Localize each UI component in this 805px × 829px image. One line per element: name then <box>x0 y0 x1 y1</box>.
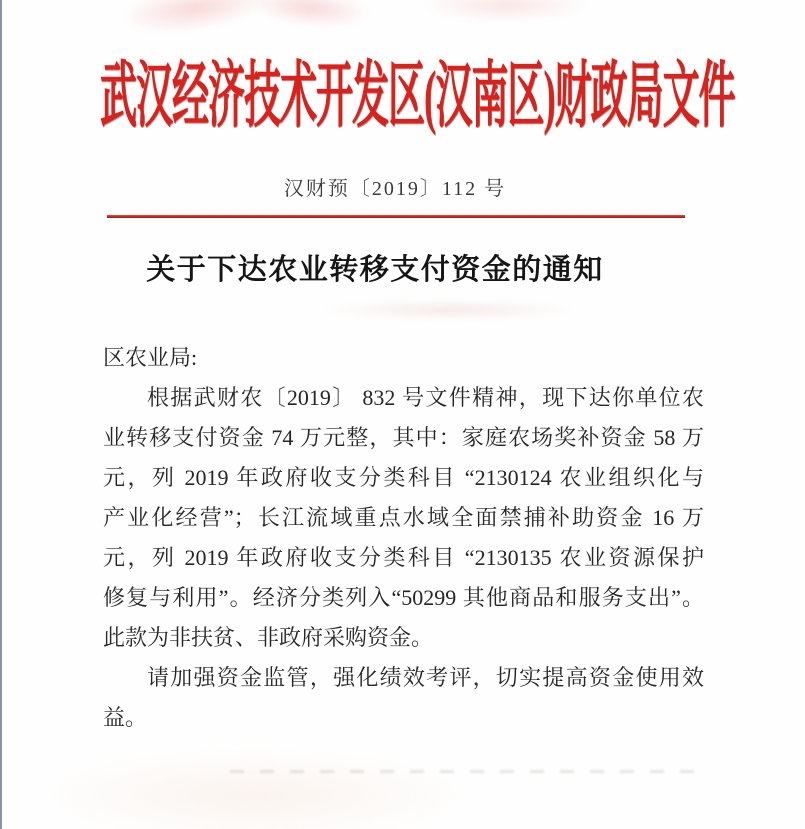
agency-letterhead-title: 武汉经济技术开发区(汉南区)财政局文件 <box>100 57 735 138</box>
body-line: 修复与利用”。经济分类列入“50299 其他商品和服务支出”。 <box>103 585 704 610</box>
body-line: 元，列 2019 年政府收支分类科目 “2130135 农业资源保护 <box>103 545 704 570</box>
stamp-remnant-artifact <box>118 0 273 40</box>
stamp-remnant-artifact <box>248 0 371 32</box>
body-line: 益。 <box>103 705 148 730</box>
body-line: 业转移支付资金 74 万元整，其中：家庭农场奖补资金 58 万 <box>103 425 704 450</box>
stamp-remnant-artifact <box>420 0 590 22</box>
body-line: 产业化经营”；长江流域重点水域全面禁捕补助资金 16 万 <box>103 505 704 530</box>
document-number: 汉财预〔2019〕112 号 <box>283 178 507 200</box>
scan-smear-artifact <box>230 770 700 773</box>
bottom-stain-artifact <box>40 750 470 829</box>
salutation: 区农业局: <box>103 345 198 370</box>
scan-edge-left <box>0 0 2 829</box>
document-body <box>103 338 704 738</box>
body-line: 此款为非扶贫、非政府采购资金。 <box>103 625 434 650</box>
document-title: 关于下达农业转移支付资金的通知 <box>146 254 604 286</box>
bleed-through-artifact <box>320 300 580 320</box>
red-separator-rule <box>107 215 685 218</box>
body-line: 根据武财农〔2019〕 832 号文件精神，现下达你单位农 <box>147 385 704 410</box>
body-line: 元，列 2019 年政府收支分类科目 “2130124 农业组织化与 <box>103 465 704 490</box>
body-line: 请加强资金监管，强化绩效考评，切实提高资金使用效 <box>147 665 704 690</box>
